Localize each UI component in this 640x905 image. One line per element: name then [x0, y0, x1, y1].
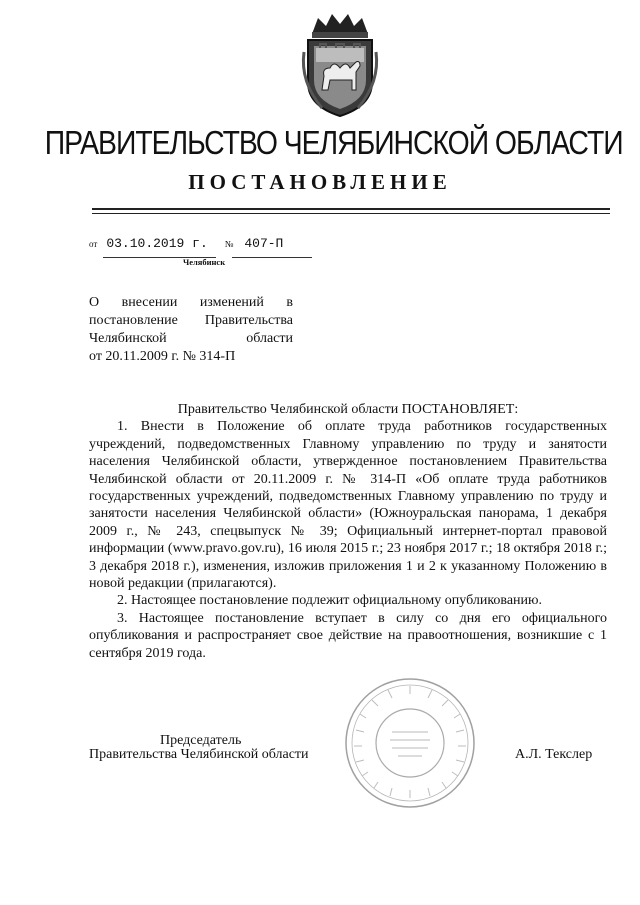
- coat-of-arms-emblem: [298, 12, 382, 120]
- number-label: №: [224, 239, 234, 249]
- subject-line: постановление Правительства: [89, 313, 293, 328]
- document-type: ПОСТАНОВЛЕНИЕ: [188, 170, 452, 194]
- signatory-position-line2: Правительства Челябинской области: [89, 747, 309, 762]
- subject-line: Челябинской области: [89, 331, 293, 346]
- number-underline: [232, 257, 312, 258]
- header-rule-thick: [92, 208, 610, 210]
- subject-line: от 20.11.2009 г. № 314-П: [89, 349, 236, 364]
- document-subject: [89, 294, 293, 366]
- city-label: Челябинск: [183, 257, 226, 267]
- document-date: 03.10.2019 г.: [106, 236, 208, 251]
- signatory-position-line1: Председатель: [160, 733, 242, 748]
- subject-line: О внесении изменений в: [89, 295, 293, 310]
- resolution-lead: Правительство Челябинской области ПОСТАНОВЛЯЕТ:: [177, 402, 519, 417]
- from-label: от: [89, 239, 98, 249]
- official-stamp: [340, 674, 480, 812]
- document-number: 407-П: [244, 236, 284, 251]
- signatory-name: А.Л. Текслер: [515, 747, 593, 762]
- body-paragraph: 1. Внести в Положение об оплате труда работников государственных учреждений, подведомственных Главному управлению по труду и занятости населения Челябинской области, утвержденное постановлением Правительства Челябинской области от 20.11.2009 г. № 314-П «Об оплате труда работников государственных учреждений, подведомственных Главному управлению по труду и занятости населения Челябинской области» (Южноуральская панорама, 1 декабря 2009 г., № 243, спецвыпуск № 39; Официальный интернет-портал правовой информации (www.pravo.gov.ru), 16 июля 2015 г.; 23 ноября 2017 г.; 18 октября 2018 г.; 3 декабря 2018 г.), изменения, изложив приложения 1 и 2 к указанному Положению в новой редакции (прилагаются).: [89, 419, 607, 592]
- header-rule-thin: [92, 213, 610, 214]
- document-body: [89, 401, 607, 662]
- body-paragraph: 2. Настоящее постановление подлежит официальному опубликованию.: [117, 593, 542, 609]
- registration-line: [89, 236, 283, 256]
- body-paragraph: 3. Настоящее постановление вступает в силу со дня его официального опубликования и распространяет свое действие на правоотношения, возникшие с 1 сентября 2019 года.: [89, 610, 607, 661]
- government-title: ПРАВИТЕЛЬСТВО ЧЕЛЯБИНСКОЙ ОБЛАСТИ: [44, 124, 623, 161]
